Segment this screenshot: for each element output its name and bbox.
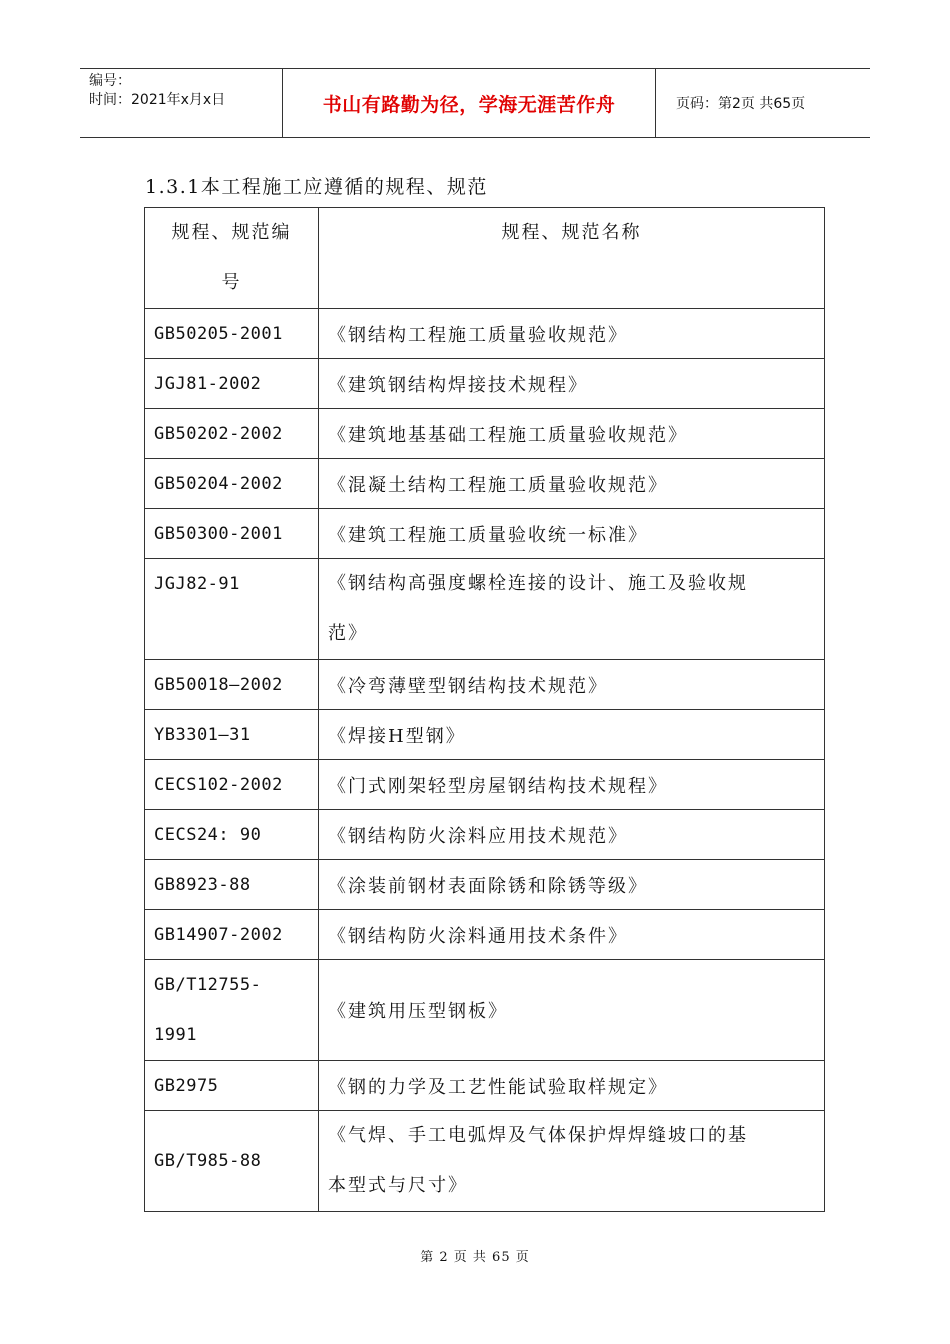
column-header-code — [145, 208, 319, 309]
standard-code: GB/T985-88 — [145, 1111, 319, 1212]
table-row — [145, 810, 825, 860]
table-row — [145, 910, 825, 960]
table-row — [145, 860, 825, 910]
standard-name: 《建筑工程施工质量验收统一标准》 — [319, 509, 825, 559]
standard-name: 《门式刚架轻型房屋钢结构技术规程》 — [319, 760, 825, 810]
column-header-code-line2: 号 — [221, 272, 242, 293]
standard-code: JGJ81-2002 — [145, 359, 319, 409]
standard-name: 《冷弯薄壁型钢结构技术规范》 — [319, 660, 825, 710]
standard-name: 《建筑钢结构焊接技术规程》 — [319, 359, 825, 409]
table-row — [145, 409, 825, 459]
standard-name-line1: 《气焊、手工电弧焊及气体保护焊焊缝坡口的基 — [328, 1125, 748, 1146]
standard-name: 《钢的力学及工艺性能试验取样规定》 — [319, 1061, 825, 1111]
document-time-label: 时间：2021年x月x日 — [89, 92, 226, 108]
section-title: 1.3.1本工程施工应遵循的规程、规范 — [145, 176, 488, 198]
header-meta — [80, 69, 283, 137]
standards-table — [144, 207, 825, 1212]
standard-code: JGJ82-91 — [145, 559, 319, 660]
standard-name: 《涂装前钢材表面除锈和除锈等级》 — [319, 860, 825, 910]
standard-name — [319, 1111, 825, 1212]
table-row — [145, 760, 825, 810]
table-row — [145, 359, 825, 409]
standard-name-line2: 范》 — [328, 623, 368, 644]
standard-code: GB50205-2001 — [145, 309, 319, 359]
standard-name-line1: 《钢结构高强度螺栓连接的设计、施工及验收规 — [328, 573, 748, 594]
table-row — [145, 1111, 825, 1212]
standard-name: 《焊接H型钢》 — [319, 710, 825, 760]
standard-name — [319, 559, 825, 660]
standard-code: GB14907-2002 — [145, 910, 319, 960]
table-row — [145, 309, 825, 359]
table-header-row — [145, 208, 825, 309]
standard-name: 《钢结构工程施工质量验收规范》 — [319, 309, 825, 359]
standard-code: CECS102-2002 — [145, 760, 319, 810]
table-row — [145, 1061, 825, 1111]
standard-code: GB2975 — [145, 1061, 319, 1111]
standard-code: GB50202-2002 — [145, 409, 319, 459]
header-motto: 书山有路勤为径，学海无涯苦作舟 — [283, 69, 656, 137]
standard-code-line1: GB/T12755- — [154, 975, 262, 995]
header-page-info — [664, 69, 870, 137]
standard-name: 《建筑地基基础工程施工质量验收规范》 — [319, 409, 825, 459]
column-header-name: 规程、规范名称 — [319, 208, 825, 309]
table-row — [145, 559, 825, 660]
standard-code: GB50204-2002 — [145, 459, 319, 509]
table-row — [145, 960, 825, 1061]
standard-name: 《钢结构防火涂料应用技术规范》 — [319, 810, 825, 860]
standard-name: 《钢结构防火涂料通用技术条件》 — [319, 910, 825, 960]
standard-code: GB50018—2002 — [145, 660, 319, 710]
table-row — [145, 710, 825, 760]
standard-code: GB50300-2001 — [145, 509, 319, 559]
page-footer: 第 2 页 共 65 页 — [420, 1250, 530, 1265]
standard-code: YB3301—31 — [145, 710, 319, 760]
standard-name: 《建筑用压型钢板》 — [319, 960, 825, 1061]
document-number-label: 编号： — [89, 73, 131, 89]
standard-code — [145, 960, 319, 1061]
standard-code: GB8923-88 — [145, 860, 319, 910]
page-header — [80, 68, 870, 138]
column-header-code-line1: 规程、规范编 — [171, 222, 292, 243]
page-info-text: 页码：第2页 共65页 — [676, 96, 806, 112]
standard-name: 《混凝土结构工程施工质量验收规范》 — [319, 459, 825, 509]
standard-code: CECS24: 90 — [145, 810, 319, 860]
table-row — [145, 459, 825, 509]
standard-code-line2: 1991 — [154, 1025, 197, 1045]
standard-name-line2: 本型式与尺寸》 — [328, 1175, 468, 1196]
table-row — [145, 660, 825, 710]
table-row — [145, 509, 825, 559]
